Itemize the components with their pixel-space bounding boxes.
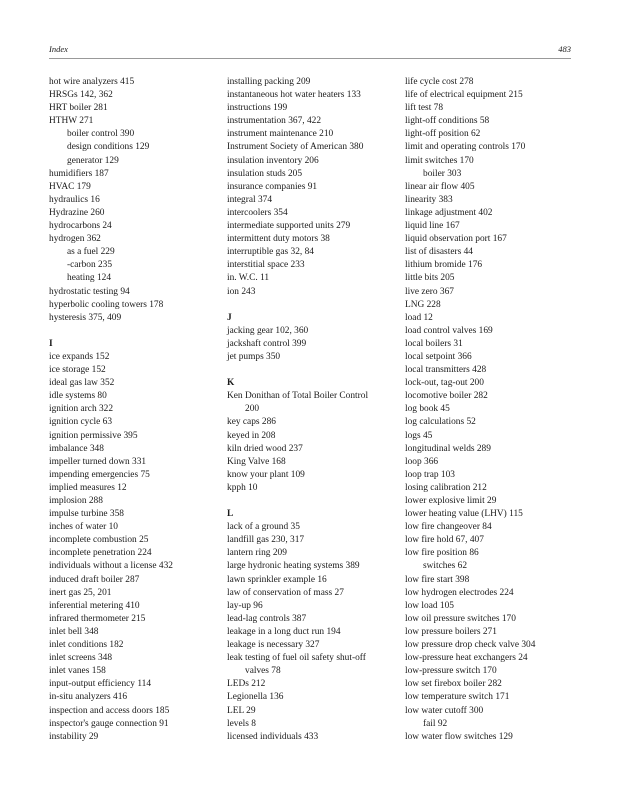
index-subentry: fail 92 — [423, 718, 448, 729]
index-entry: inlet vanes 158 — [49, 666, 106, 677]
index-entry: Instrument Society of American 380 — [227, 142, 364, 153]
index-entry: key caps 286 — [227, 417, 276, 428]
index-entry: losing calibration 212 — [405, 482, 487, 493]
index-entry: intermediate supported units 279 — [227, 221, 351, 232]
index-entry: individuals without a license 432 — [49, 561, 173, 572]
index-entry: integral 374 — [227, 194, 273, 205]
index-entry: liquid observation port 167 — [405, 234, 507, 245]
index-entry: interstitial space 233 — [227, 260, 305, 271]
index-entry: levels 8 — [227, 718, 256, 729]
index-entry: light-off conditions 58 — [405, 116, 490, 127]
section-letter: I — [49, 338, 53, 349]
index-entry: large hydronic heating systems 389 — [227, 561, 360, 572]
index-entry: leakage in a long duct run 194 — [227, 626, 341, 637]
index-entry: light-off position 62 — [405, 129, 481, 140]
index-entry: Hydrazine 260 — [49, 207, 105, 218]
index-entry: law of conservation of mass 27 — [227, 587, 344, 598]
index-entry: linearity 383 — [405, 194, 453, 205]
index-subentry: -carbon 235 — [67, 260, 113, 271]
index-entry: inches of water 10 — [49, 522, 118, 533]
index-entry: loop 366 — [405, 456, 439, 467]
index-entry: LEL 29 — [227, 705, 256, 716]
index-entry: low fire hold 67, 407 — [405, 535, 484, 546]
index-entry: kpph 10 — [227, 482, 258, 493]
index-entry: implosion 288 — [49, 496, 103, 506]
index-subentry: boiler 303 — [423, 168, 462, 179]
index-subentry: switches 62 — [423, 561, 468, 572]
index-entry: hyperbolic cooling towers 178 — [49, 299, 164, 310]
index-entry: lift test 78 — [405, 103, 444, 114]
index-entry: instructions 199 — [227, 103, 288, 114]
index-entry: instability 29 — [49, 731, 99, 742]
index-entry: low temperature switch 171 — [405, 692, 510, 703]
index-column-3 — [405, 76, 580, 744]
index-entry: kiln dried wood 237 — [227, 443, 303, 454]
index-entry: HTHW 271 — [49, 116, 94, 127]
index-entry: locomotive boiler 282 — [405, 391, 488, 402]
index-entry: hydrostatic testing 94 — [49, 286, 130, 297]
index-entry: insulation studs 205 — [227, 168, 303, 179]
index-subentry: as a fuel 229 — [67, 247, 115, 258]
index-entry: hydrogen 362 — [49, 234, 101, 245]
index-entry: insurance companies 91 — [227, 181, 318, 192]
index-entry: inferential metering 410 — [49, 600, 140, 611]
index-entry: LEDs 212 — [227, 679, 266, 690]
index-entry: longitudinal welds 289 — [405, 443, 491, 454]
index-entry: humidifiers 187 — [49, 168, 109, 179]
index-entry: leak testing of fuel oil safety shut-off — [227, 653, 366, 664]
index-entry: intermittent duty motors 38 — [227, 234, 330, 245]
index-entry: inlet screens 348 — [49, 653, 113, 664]
index-entry: impending emergencies 75 — [49, 469, 150, 480]
section-spacer — [227, 495, 402, 508]
index-entry: low fire changeover 84 — [405, 522, 492, 533]
index-entry: low-pressure switch 170 — [405, 666, 497, 677]
index-entry: inlet conditions 182 — [49, 640, 124, 651]
index-entry: low hydrogen electrodes 224 — [405, 587, 514, 598]
index-entry: lead-lag controls 387 — [227, 613, 307, 624]
index-column-1 — [49, 76, 224, 744]
index-entry: low oil pressure switches 170 — [405, 613, 516, 624]
index-entry: local boilers 31 — [405, 338, 463, 349]
running-header — [49, 44, 571, 58]
header-section-title: Index — [49, 44, 68, 54]
index-entry: ignition cycle 63 — [49, 417, 113, 428]
index-entry: lithium bromide 176 — [405, 260, 483, 271]
index-entry: life cycle cost 278 — [405, 77, 474, 87]
index-entry: low load 105 — [405, 600, 454, 611]
index-subentry: generator 129 — [67, 155, 119, 166]
index-entry: hot wire analyzers 415 — [49, 77, 135, 87]
section-letter: K — [227, 378, 235, 389]
index-entry: low pressure boilers 271 — [405, 626, 497, 637]
index-entry: intercoolers 354 — [227, 207, 288, 218]
index-subentry: heating 124 — [67, 273, 112, 284]
index-entry: little bits 205 — [405, 273, 455, 284]
index-entry: logs 45 — [405, 430, 433, 441]
index-entry: implied measures 12 — [49, 482, 127, 493]
index-entry: lay-up 96 — [227, 600, 263, 611]
index-subentry: design conditions 129 — [67, 142, 150, 153]
index-entry: leakage is necessary 327 — [227, 640, 320, 651]
index-entry: life of electrical equipment 215 — [405, 90, 523, 101]
index-entry: lock-out, tag-out 200 — [405, 378, 484, 389]
index-entry: hydraulics 16 — [49, 194, 100, 205]
index-entry: inspector's gauge connection 91 — [49, 718, 169, 729]
index-entry: live zero 367 — [405, 286, 454, 297]
index-entry: Legionella 136 — [227, 692, 284, 703]
index-entry: low water cutoff 300 — [405, 705, 484, 716]
index-entry: low-pressure heat exchangers 24 — [405, 653, 528, 664]
index-entry: HRSGs 142, 362 — [49, 90, 113, 101]
header-rule — [49, 58, 571, 59]
index-entry: instrumentation 367, 422 — [227, 116, 322, 127]
index-entry: low pressure drop check valve 304 — [405, 640, 536, 651]
index-entry: HRT boiler 281 — [49, 103, 108, 114]
index-entry: incomplete penetration 224 — [49, 548, 152, 559]
index-entry: ignition arch 322 — [49, 404, 114, 415]
index-column-2 — [227, 76, 402, 744]
index-entry: input-output efficiency 114 — [49, 679, 152, 690]
section-spacer — [227, 364, 402, 377]
index-entry: lawn sprinkler example 16 — [227, 574, 327, 585]
index-entry: liquid line 167 — [405, 221, 460, 232]
index-entry: hydrocarbons 24 — [49, 221, 112, 232]
index-entry: licensed individuals 433 — [227, 731, 319, 742]
index-entry: imbalance 348 — [49, 443, 104, 454]
index-entry: log calculations 52 — [405, 417, 476, 428]
index-entry: impeller turned down 331 — [49, 456, 147, 467]
index-entry: load control valves 169 — [405, 325, 493, 336]
index-entry: lower heating value (LHV) 115 — [405, 509, 523, 520]
index-entry: in. W.C. 11 — [227, 273, 270, 284]
index-entry: interruptible gas 32, 84 — [227, 247, 314, 258]
index-entry: lack of a ground 35 — [227, 522, 300, 533]
index-entry: ignition permissive 395 — [49, 430, 138, 441]
index-entry: insulation inventory 206 — [227, 155, 319, 166]
index-entry: LNG 228 — [405, 299, 441, 310]
index-entry: log book 45 — [405, 404, 450, 415]
index-entry: lower explosive limit 29 — [405, 496, 497, 506]
index-entry: ice storage 152 — [49, 365, 106, 376]
index-entry: in-situ analyzers 416 — [49, 692, 128, 703]
index-entry: impulse turbine 358 — [49, 509, 124, 520]
index-entry: lantern ring 209 — [227, 548, 287, 559]
index-entry-continuation: valves 78 — [245, 666, 281, 677]
index-entry: ion 243 — [227, 286, 256, 297]
index-entry: installing packing 209 — [227, 77, 311, 87]
page-number: 483 — [558, 44, 571, 54]
index-entry: linkage adjustment 402 — [405, 207, 493, 218]
section-letter: L — [227, 509, 234, 520]
index-entry: linear air flow 405 — [405, 181, 475, 192]
index-entry: incomplete combustion 25 — [49, 535, 149, 546]
index-entry: idle systems 80 — [49, 391, 107, 402]
index-entry: list of disasters 44 — [405, 247, 473, 258]
index-entry: keyed in 208 — [227, 430, 276, 441]
index-entry: inlet bell 348 — [49, 626, 99, 637]
index-entry: limit switches 170 — [405, 155, 474, 166]
index-entry: know your plant 109 — [227, 469, 305, 480]
index-entry: landfill gas 230, 317 — [227, 535, 305, 546]
index-entry: loop trap 103 — [405, 469, 455, 480]
index-entry: limit and operating controls 170 — [405, 142, 526, 153]
index-entry: load 12 — [405, 312, 433, 323]
index-entry: jet pumps 350 — [227, 351, 281, 362]
index-entry: inert gas 25, 201 — [49, 587, 112, 598]
index-entry: Ken Donithan of Total Boiler Control — [227, 391, 369, 402]
index-entry: local setpoint 366 — [405, 351, 472, 362]
index-entry: low set firebox boiler 282 — [405, 679, 502, 690]
section-spacer — [227, 299, 402, 312]
index-entry: instrument maintenance 210 — [227, 129, 334, 140]
index-entry: induced draft boiler 287 — [49, 574, 140, 585]
index-entry: ideal gas law 352 — [49, 378, 115, 389]
index-entry: HVAC 179 — [49, 181, 91, 192]
index-entry: King Valve 168 — [227, 456, 286, 467]
index-entry: local transmitters 428 — [405, 365, 487, 376]
index-entry: jacking gear 102, 360 — [227, 325, 309, 336]
index-entry: low fire position 86 — [405, 548, 479, 559]
index-entry: hysteresis 375, 409 — [49, 312, 122, 323]
index-entry: low fire start 398 — [405, 574, 470, 585]
index-entry: instantaneous hot water heaters 133 — [227, 90, 361, 101]
index-entry: jackshaft control 399 — [227, 338, 307, 349]
section-spacer — [49, 325, 224, 338]
section-letter: J — [227, 312, 232, 323]
index-entry: infrared thermometer 215 — [49, 613, 146, 624]
index-entry: inspection and access doors 185 — [49, 705, 170, 716]
index-entry-continuation: 200 — [245, 404, 260, 415]
index-entry: low water flow switches 129 — [405, 731, 513, 742]
index-entry: ice expands 152 — [49, 351, 110, 362]
index-subentry: boiler control 390 — [67, 129, 135, 140]
